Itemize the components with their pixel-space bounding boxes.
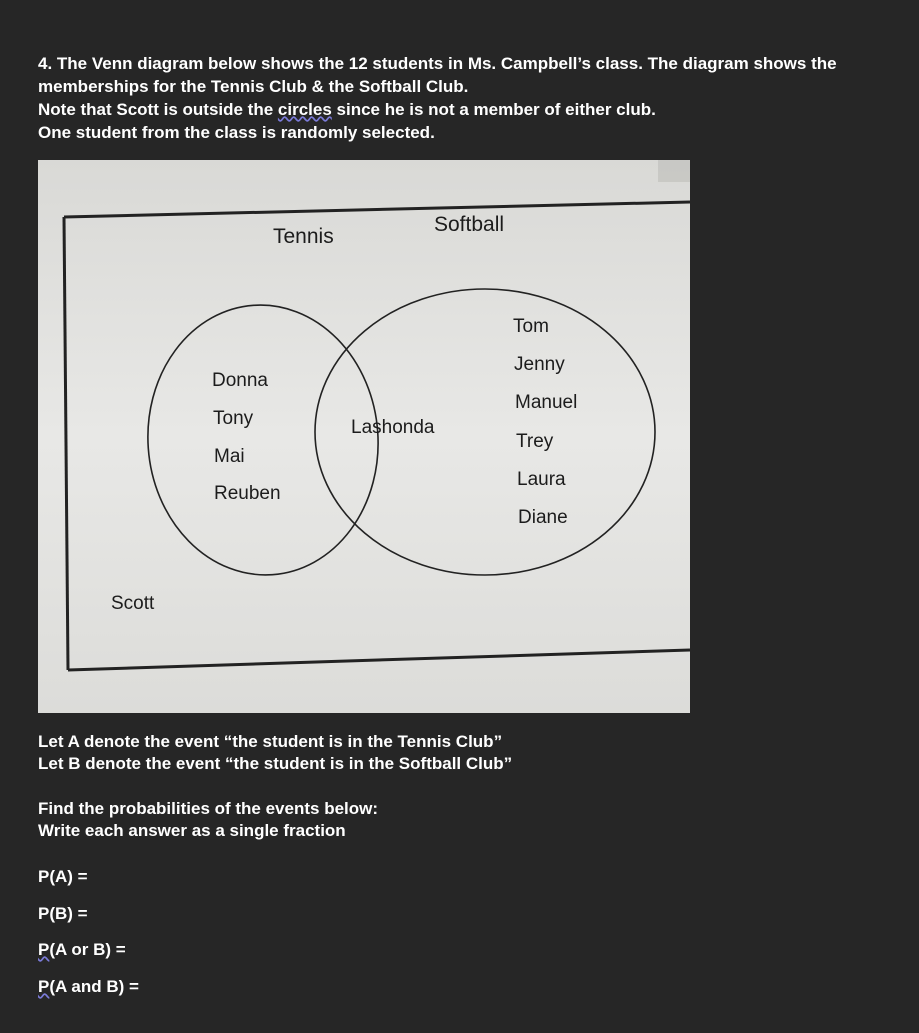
prob-a-and-b-prompt (38, 976, 139, 998)
event-a-definition: Let A denote the event “the student is in the Tennis Club” (38, 732, 503, 751)
prob-a-or-b-prompt (38, 939, 126, 961)
instructions (38, 798, 378, 842)
both-clubs-name-1: Lashonda (351, 417, 435, 438)
question-line-4: One student from the class is randomly selected. (38, 123, 435, 142)
photo-corner-shadow (658, 160, 690, 182)
outside-name-1: Scott (111, 593, 155, 614)
softball-only-name-5: Laura (517, 469, 566, 490)
tennis-label: Tennis (273, 225, 334, 248)
instructions-line-1: Find the probabilities of the events below: (38, 799, 379, 818)
prob-a-and-b-text: (A and B) = (49, 977, 139, 996)
softball-only-name-1: Tom (513, 316, 549, 337)
tennis-only-name-3: Mai (214, 446, 245, 467)
softball-only-name-6: Diane (518, 507, 568, 528)
prob-a-prompt: P(A) = (38, 867, 88, 886)
event-definitions (38, 731, 512, 775)
instructions-line-2: Write each answer as a single fraction (38, 821, 346, 840)
softball-only-name-4: Trey (516, 431, 554, 452)
spellcheck-word-circles: circles (277, 100, 332, 119)
question-line-3 (38, 98, 837, 121)
prob-a-or-b-text: (A or B) = (49, 940, 126, 959)
softball-only-name-2: Jenny (514, 354, 565, 375)
event-b-definition: Let B denote the event “the student is in the Softball Club” (38, 754, 513, 773)
venn-diagram-photo (38, 160, 690, 713)
tennis-only-name-2: Tony (213, 408, 254, 429)
question-line-1: 4. The Venn diagram below shows the 12 students in Ms. Campbell’s class. The diagram shows the (38, 54, 837, 73)
tennis-only-name-4: Reuben (214, 483, 281, 504)
softball-only-name-3: Manuel (515, 392, 578, 413)
question-line-3-start: Note that Scott is outside the (38, 100, 278, 119)
venn-diagram (38, 160, 690, 713)
softball-label: Softball (434, 213, 505, 236)
tennis-only-name-1: Donna (212, 370, 268, 391)
question-text (38, 52, 837, 144)
prob-b-prompt: P(B) = (38, 904, 88, 923)
question-line-2: memberships for the Tennis Club & the Softball Club. (38, 77, 469, 96)
spellcheck-letter-p-or: P (38, 940, 50, 959)
question-line-3-end: since he is not a member of either club. (331, 100, 656, 119)
spellcheck-letter-p-and: P (38, 977, 50, 996)
